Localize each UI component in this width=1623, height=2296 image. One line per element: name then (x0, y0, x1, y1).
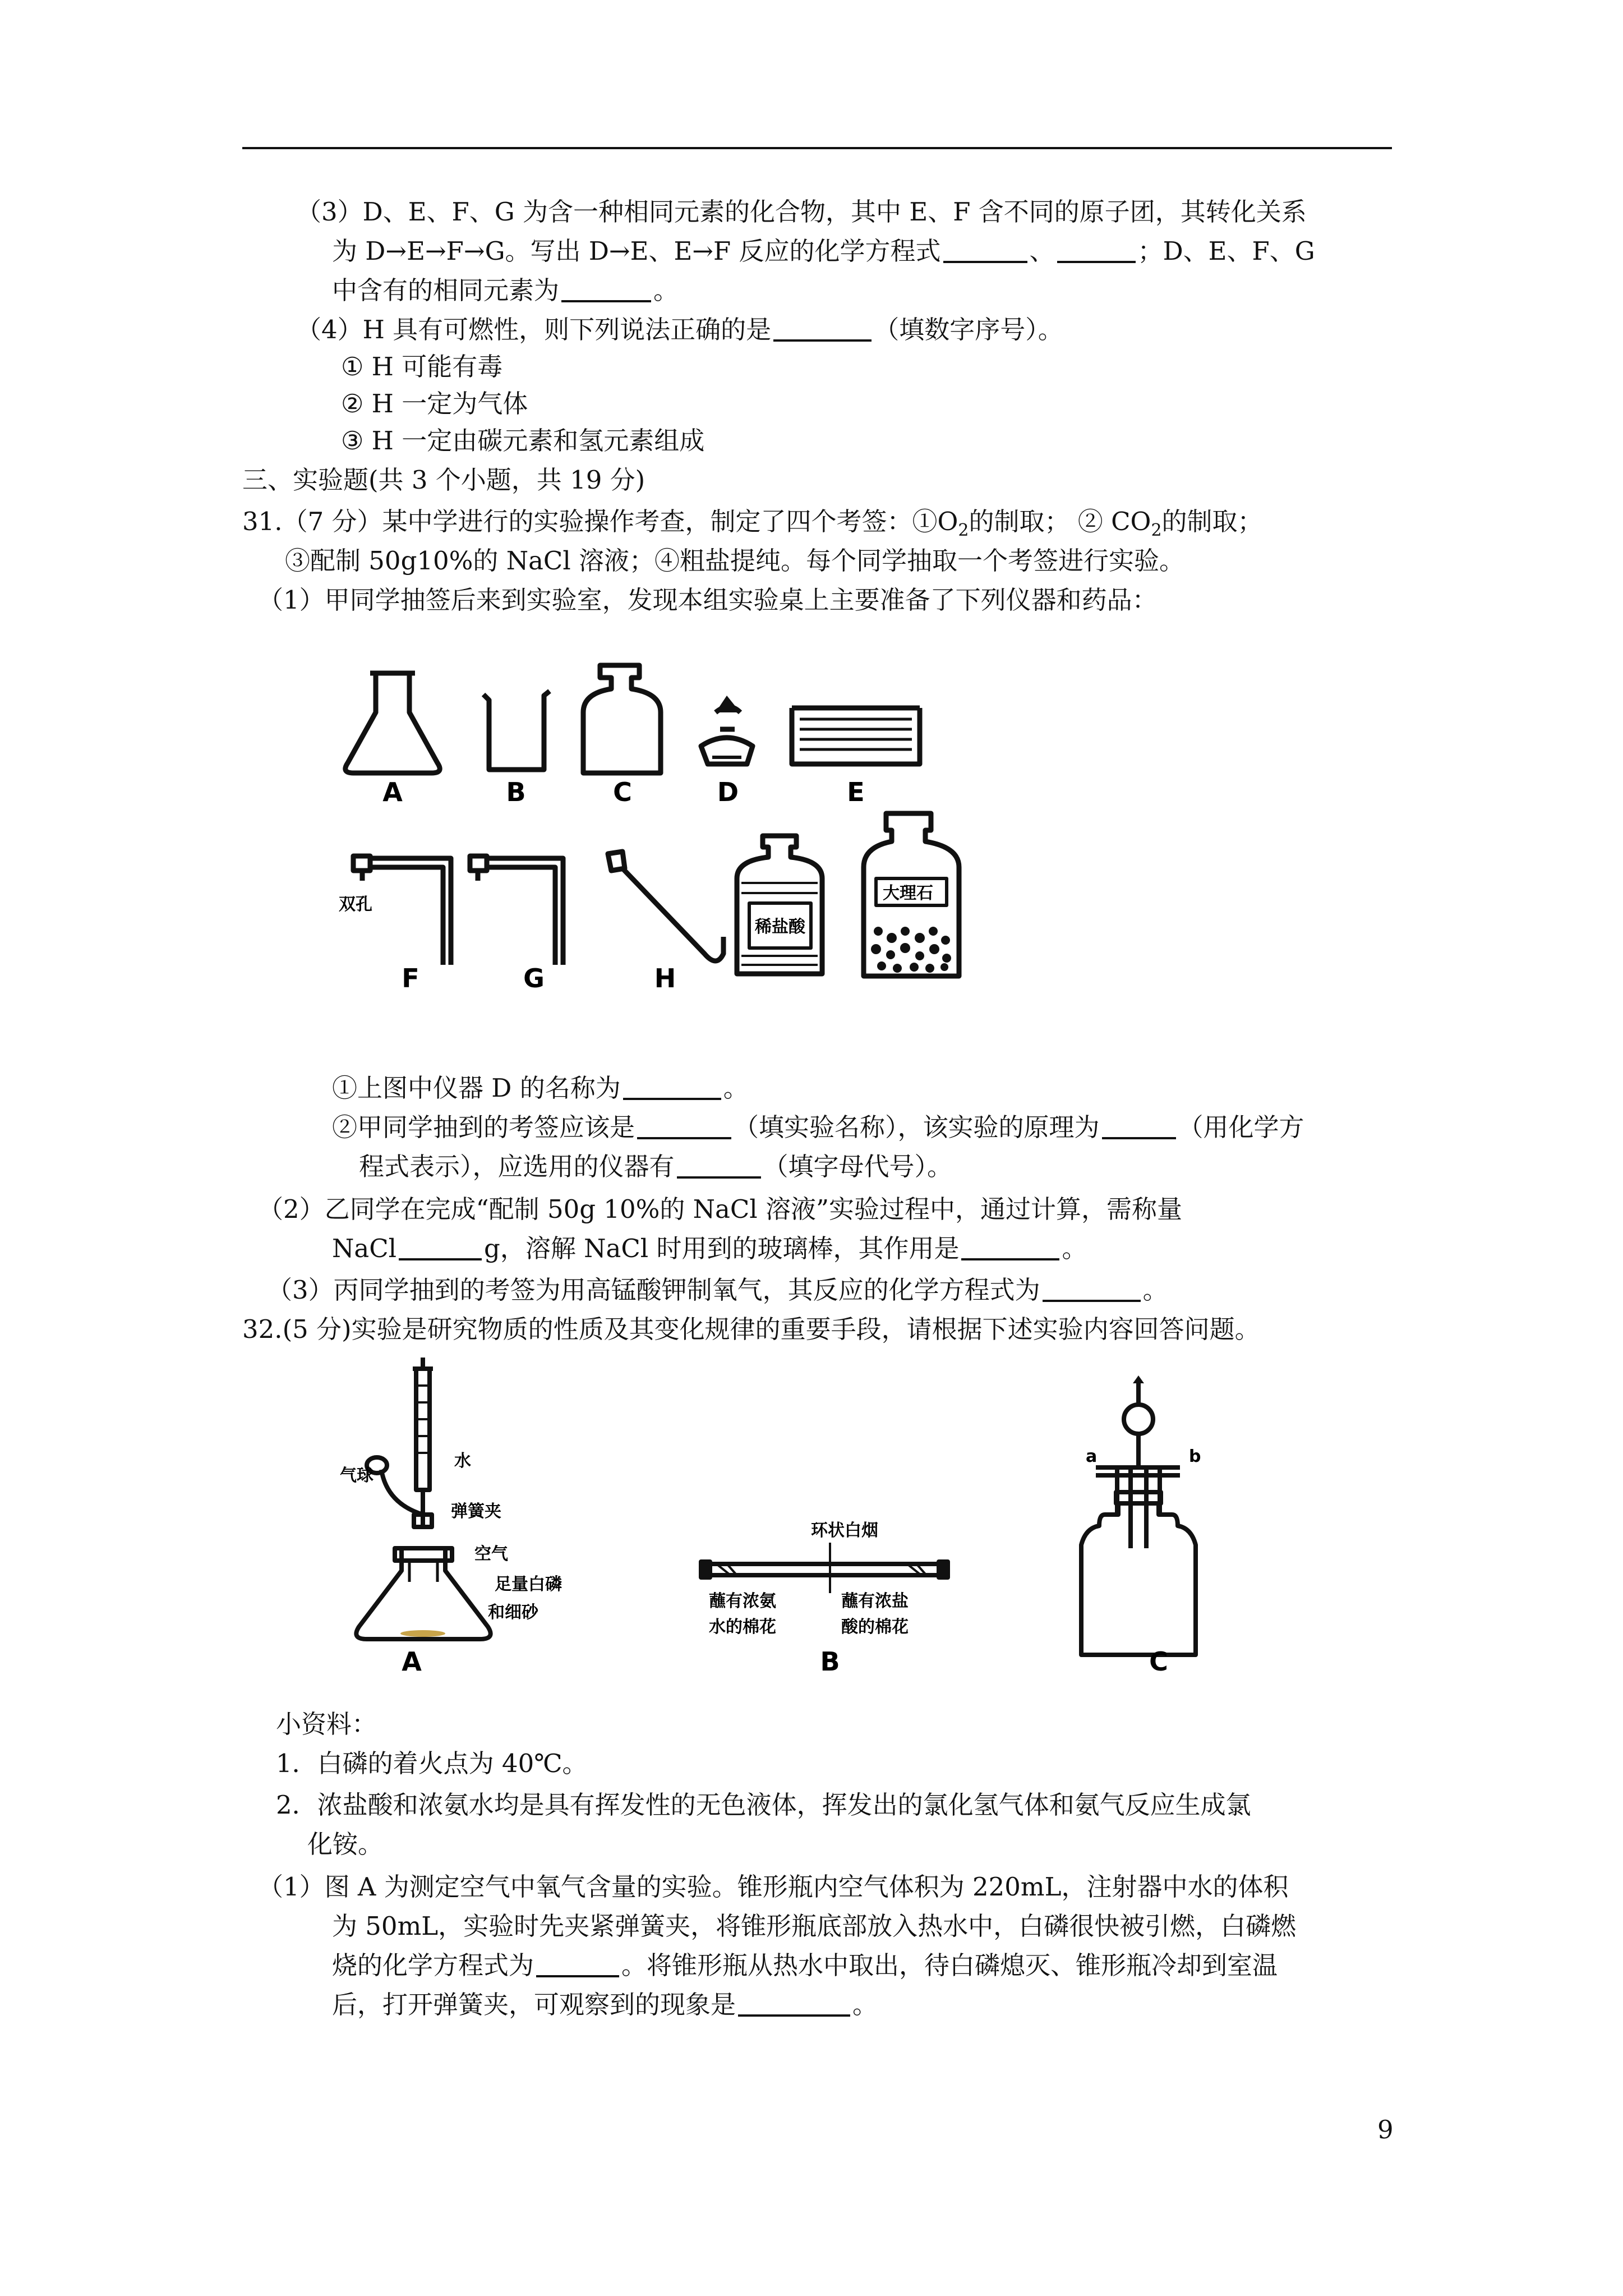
q32-part1-line1: （1）图 A 为测定空气中氧气含量的实验。锥形瓶内空气体积为 220mL，注射器中水的体积 (258, 1872, 1289, 1902)
fig-label-c: C (613, 777, 632, 807)
note-2-line1: 2．浓盐酸和浓氨水均是具有挥发性的无色液体，挥发出的氯化氢气体和氨气反应生成氯 (276, 1790, 1251, 1820)
q31-part2-line1: （2）乙同学在完成“配制 50g 10%的 NaCl 溶液”实验过程中，通过计算，需称量 (258, 1194, 1182, 1224)
q30-part3-line1: （3）D、E、F、G 为含一种相同元素的化合物，其中 E、F 含不同的原子团，其转化关系 (296, 197, 1307, 227)
q31-part3: （3）丙同学抽到的考签为用高锰酸钾制氧气，其反应的化学方程式为 。 (267, 1275, 1168, 1305)
q30-option-1: ① H 可能有毒 (341, 352, 503, 381)
fig-b-label-right1: 蘸有浓盐 (841, 1591, 909, 1611)
fig-a-label-clamp: 弹簧夹 (451, 1502, 501, 1521)
q30-option-2: ② H 一定为气体 (341, 389, 528, 418)
figure-b-tube (701, 1543, 948, 1593)
fig-b-label-right2: 酸的棉花 (841, 1617, 909, 1637)
fig-a-label-water: 水 (454, 1451, 471, 1471)
q32-part1-line3: 烧的化学方程式为 。将锥形瓶从热水中取出，待白磷熄灭、锥形瓶冷却到室温 (332, 1950, 1278, 1980)
bent-tube-icon (608, 852, 723, 961)
marble-chips (871, 927, 951, 973)
fig-label-d: D (717, 777, 739, 807)
gas-bottle-icon (583, 665, 661, 773)
q31-line2: ③配制 50g10%的 NaCl 溶液；④粗盐提纯。每个同学抽取一个考签进行实验。 (285, 546, 1185, 576)
note-title: 小资料： (276, 1709, 377, 1739)
fig-label-h: H (654, 963, 676, 993)
conical-flask-icon (345, 673, 440, 773)
q30-part3-line3: 中含有的相同元素为 。 (332, 275, 679, 305)
q32-intro: 32.(5 分)实验是研究物质的性质及其变化规律的重要手段，请根据下述实验内容回答问题。 (242, 1314, 1260, 1344)
fig-c-label-a: a (1086, 1447, 1098, 1466)
q31-sub2-line1: ②甲同学抽到的考签应该是 （填实验名称），该实验的原理为 （用化学方 (332, 1112, 1304, 1142)
q30-part4: （4）H 具有可燃性，则下列说法正确的是 （填数字序号）。 (296, 315, 1063, 344)
fig-a-label-air: 空气 (474, 1544, 508, 1564)
fig-label-e: E (847, 777, 865, 807)
fig-label-32a: A (402, 1646, 422, 1677)
one-hole-stopper-tube-icon (470, 856, 563, 965)
fig-a-label-phosphorus: 足量白磷 (495, 1575, 562, 1594)
q30-option-3: ③ H 一定由碳元素和氢元素组成 (341, 426, 705, 455)
beaker-icon (483, 691, 550, 770)
fig-c-label-b: b (1189, 1447, 1201, 1466)
q32-part1-line4: 后，打开弹簧夹，可观察到的现象是 。 (332, 1990, 878, 2019)
q32-part1-line2: 为 50mL，实验时先夹紧弹簧夹，将锥形瓶底部放入热水中，白磷很快被引燃，白磷燃 (332, 1911, 1297, 1941)
label-two-hole: 双孔 (339, 895, 372, 914)
note-1: 1．白磷的着火点为 40℃。 (276, 1749, 588, 1778)
fig-label-f: F (402, 963, 419, 993)
section-heading: 三、实验题(共 3 个小题，共 19 分) (242, 465, 645, 495)
figure-c-bottle (1081, 1383, 1196, 1655)
fig-b-label-left1: 蘸有浓氨 (709, 1591, 776, 1611)
q31-instrument-figure (0, 0, 1623, 1010)
fig-a-label-balloon: 气球 (340, 1466, 374, 1485)
q31-line1: 31.（7 分）某中学进行的实验操作考查，制定了四个考签：$①O_2$的制取； ② $CO_2$的制取； (242, 507, 1263, 540)
fig-label-b: B (506, 777, 526, 807)
q31-sub2-line2: 程式表示），应选用的仪器有 （填字母代号）。 (359, 1152, 953, 1181)
alcohol-lamp-icon (701, 707, 753, 764)
q31-part1-intro: （1）甲同学抽签后来到实验室，发现本组实验桌上主要准备了下列仪器和药品： (258, 585, 1158, 615)
fig-label-32c: C (1149, 1646, 1168, 1677)
fig-b-label-smoke: 环状白烟 (811, 1521, 878, 1540)
page-number: 9 (1377, 2115, 1394, 2145)
fig-a-label-sand: 和细砂 (488, 1603, 538, 1622)
reagent-bottle-hcl-icon (737, 836, 822, 974)
q32-apparatus-figure (0, 1346, 1623, 1683)
q31-part2-line2: NaCl g，溶解 NaCl 时用到的玻璃棒，其作用是 。 (332, 1234, 1087, 1263)
label-dilute-hcl: 稀盐酸 (755, 917, 805, 937)
fig-b-label-left2: 水的棉花 (709, 1617, 776, 1637)
q31-sub1: ①上图中仪器 D 的名称为 。 (332, 1073, 749, 1103)
fig-label-a: A (382, 777, 403, 807)
figure-a-apparatus (356, 1358, 490, 1639)
note-2-line2: 化铵。 (307, 1829, 384, 1859)
water-trough-icon (792, 708, 920, 764)
fig-label-g: G (523, 963, 545, 993)
q30-part3-line2: 为 D→E→F→G。写出 D→E、E→F 反应的化学方程式 、 ；D、E、F、G (332, 236, 1315, 266)
fig-label-32b: B (820, 1646, 840, 1677)
label-marble: 大理石 (883, 884, 933, 903)
